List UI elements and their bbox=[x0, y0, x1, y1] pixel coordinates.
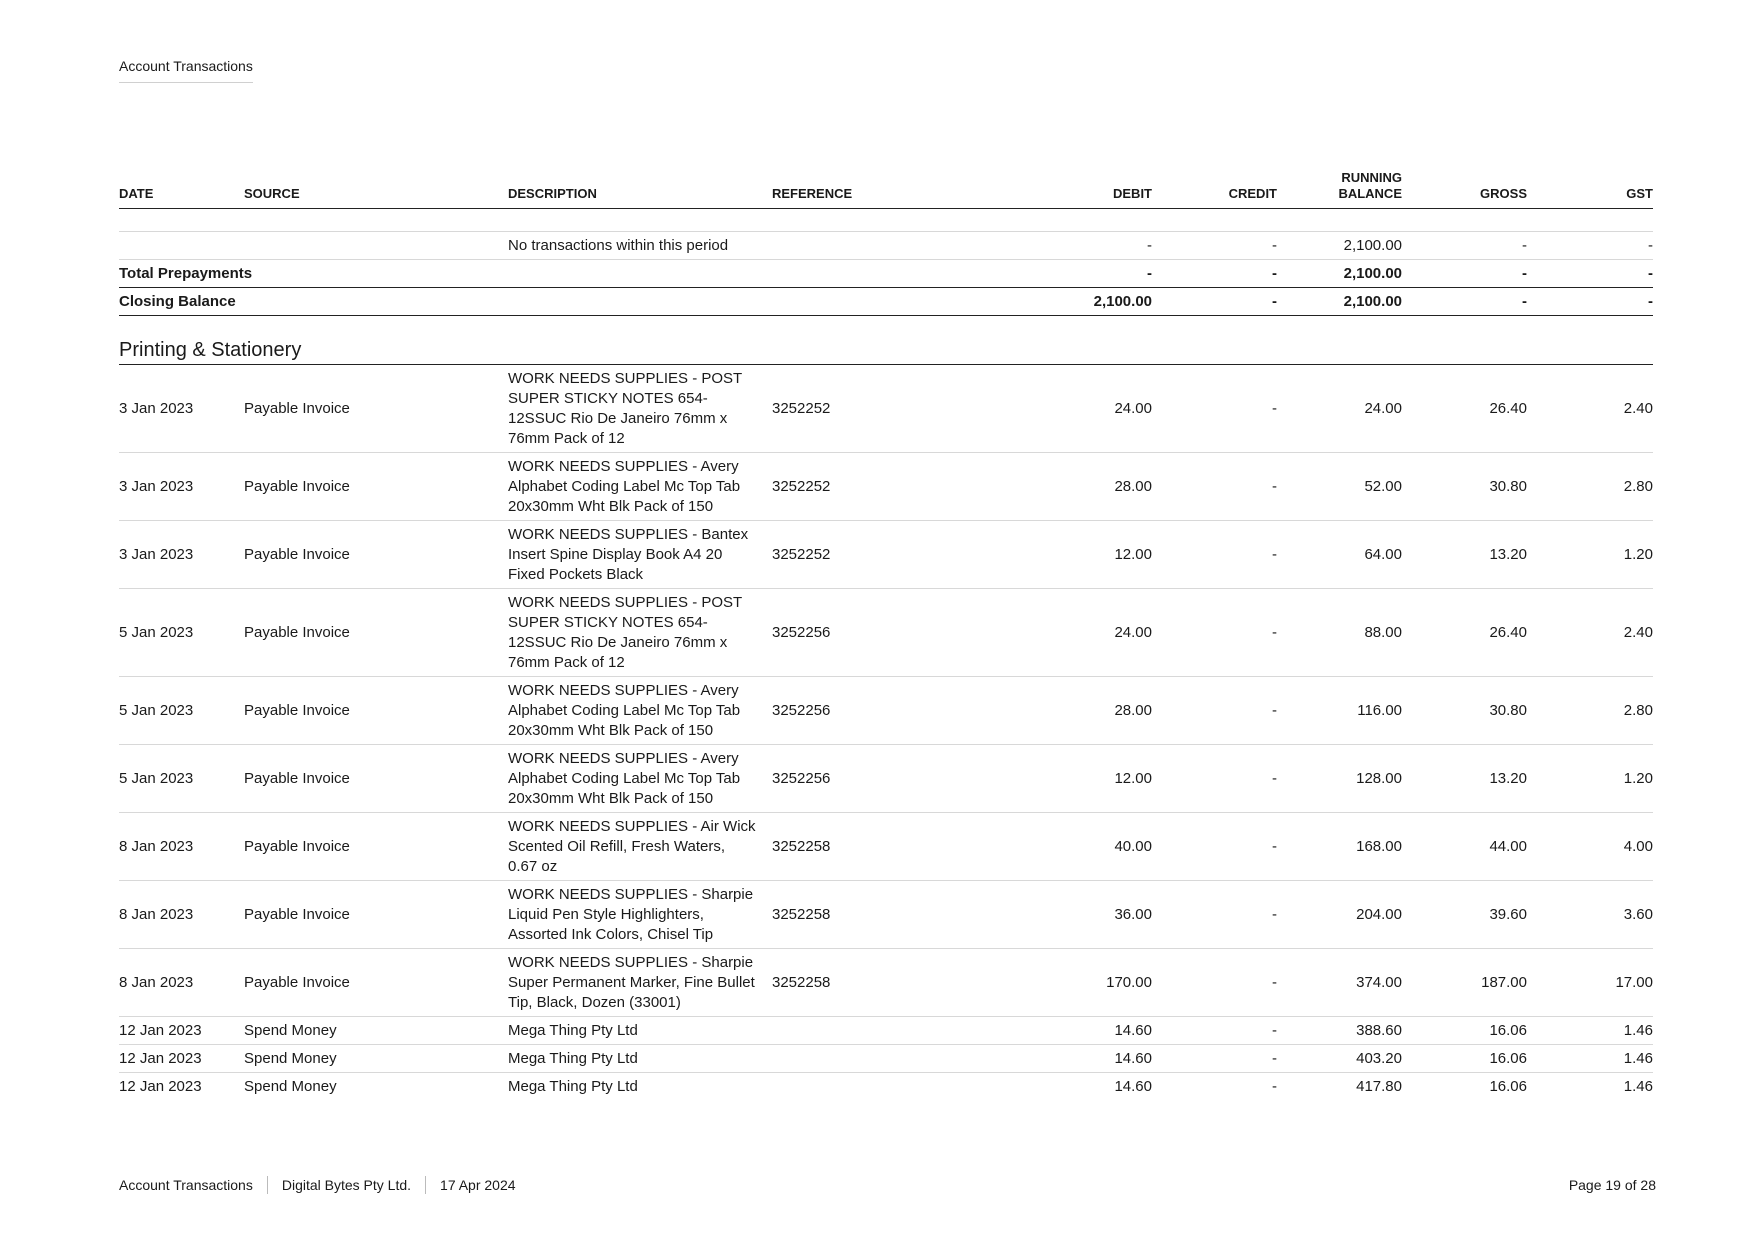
row-date: 12 Jan 2023 bbox=[119, 1017, 244, 1045]
row-date: 3 Jan 2023 bbox=[119, 453, 244, 521]
row-debit: 170.00 bbox=[972, 949, 1152, 1017]
row-gst: 2.40 bbox=[1527, 365, 1653, 453]
closing-gross: - bbox=[1402, 288, 1527, 316]
row-reference bbox=[772, 1045, 972, 1073]
total-prepayments-row bbox=[119, 260, 1653, 288]
page-title: Account Transactions bbox=[119, 58, 253, 83]
section-header-row bbox=[119, 316, 1653, 365]
footer-page-number: Page 19 of 28 bbox=[1568, 1177, 1656, 1193]
row-date: 8 Jan 2023 bbox=[119, 881, 244, 949]
table-header-row bbox=[119, 170, 1653, 209]
row-date: 3 Jan 2023 bbox=[119, 365, 244, 453]
row-date: 5 Jan 2023 bbox=[119, 677, 244, 745]
row-debit: 14.60 bbox=[972, 1017, 1152, 1045]
row-credit: - bbox=[1272, 1078, 1277, 1095]
col-credit: CREDIT bbox=[1152, 170, 1277, 209]
total-credit: - bbox=[1152, 260, 1277, 288]
transactions-table bbox=[119, 170, 1653, 1100]
row-description: WORK NEEDS SUPPLIES - Bantex Insert Spine Display Book A4 20 Fixed Pockets Black bbox=[508, 521, 772, 589]
table-row bbox=[119, 1073, 1653, 1101]
footer-separator bbox=[267, 1176, 268, 1194]
row-description: WORK NEEDS SUPPLIES - Avery Alphabet Coding Label Mc Top Tab 20x30mm Wht Blk Pack of 150 bbox=[508, 453, 772, 521]
col-reference: REFERENCE bbox=[772, 170, 972, 209]
col-debit: DEBIT bbox=[972, 170, 1152, 209]
row-gross: 30.80 bbox=[1402, 453, 1527, 521]
row-description: WORK NEEDS SUPPLIES - Sharpie Liquid Pen Style Highlighters, Assorted Ink Colors, Chisel Tip bbox=[508, 881, 772, 949]
row-date: 5 Jan 2023 bbox=[119, 745, 244, 813]
row-gst: 1.46 bbox=[1623, 1078, 1653, 1095]
row-gross: 30.80 bbox=[1402, 677, 1527, 745]
row-gst: 2.80 bbox=[1527, 677, 1653, 745]
row-source: Payable Invoice bbox=[244, 813, 508, 881]
row-description: WORK NEEDS SUPPLIES - POST SUPER STICKY NOTES 654-12SSUC Rio De Janeiro 76mm x 76mm Pack of 12 bbox=[508, 365, 772, 453]
row-debit: 14.60 bbox=[1114, 1078, 1152, 1095]
closing-balance-row bbox=[119, 288, 1653, 316]
row-description: WORK NEEDS SUPPLIES - Sharpie Super Permanent Marker, Fine Bullet Tip, Black, Dozen (33001) bbox=[508, 949, 772, 1017]
row-description: Mega Thing Pty Ltd bbox=[508, 1017, 772, 1045]
table-row bbox=[119, 813, 1653, 881]
row-gross: 44.00 bbox=[1402, 813, 1527, 881]
row-gross: 16.06 bbox=[1402, 1017, 1527, 1045]
row-debit: 14.60 bbox=[972, 1045, 1152, 1073]
row-credit: - bbox=[1152, 589, 1277, 677]
row-debit: 12.00 bbox=[972, 521, 1152, 589]
closing-debit: 2,100.00 bbox=[972, 288, 1152, 316]
table-row bbox=[119, 949, 1653, 1017]
row-gross: 13.20 bbox=[1402, 745, 1527, 813]
row-credit: - bbox=[1152, 1045, 1277, 1073]
transactions-report bbox=[119, 170, 1653, 1100]
row-running-balance: 388.60 bbox=[1277, 1017, 1402, 1045]
row-gross: 26.40 bbox=[1402, 365, 1527, 453]
table-row bbox=[119, 521, 1653, 589]
row-date: 12 Jan 2023 bbox=[119, 1045, 244, 1073]
no-transactions-row bbox=[119, 232, 1653, 260]
row-source: Payable Invoice bbox=[244, 881, 508, 949]
total-gst: - bbox=[1527, 260, 1653, 288]
row-reference: 3252252 bbox=[772, 453, 972, 521]
closing-balance-label: Closing Balance bbox=[119, 288, 772, 316]
footer-report-name: Account Transactions bbox=[119, 1177, 253, 1193]
row-source: Payable Invoice bbox=[244, 949, 508, 1017]
no-tx-gst: - bbox=[1527, 232, 1653, 260]
footer-company: Digital Bytes Pty Ltd. bbox=[281, 1177, 412, 1193]
row-source: Spend Money bbox=[244, 1078, 337, 1095]
row-source: Payable Invoice bbox=[244, 589, 508, 677]
row-source: Spend Money bbox=[244, 1045, 508, 1073]
row-running-balance: 64.00 bbox=[1277, 521, 1402, 589]
row-debit: 40.00 bbox=[972, 813, 1152, 881]
footer-date: 17 Apr 2024 bbox=[440, 1177, 516, 1193]
row-running-balance: 88.00 bbox=[1277, 589, 1402, 677]
row-gross: 39.60 bbox=[1402, 881, 1527, 949]
row-description: WORK NEEDS SUPPLIES - Air Wick Scented Oil Refill, Fresh Waters, 0.67 oz bbox=[508, 813, 772, 881]
row-debit: 12.00 bbox=[972, 745, 1152, 813]
row-reference: 3252256 bbox=[772, 745, 972, 813]
row-gst: 1.20 bbox=[1527, 521, 1653, 589]
row-description: Mega Thing Pty Ltd bbox=[508, 1078, 638, 1095]
col-description: DESCRIPTION bbox=[508, 170, 772, 209]
row-source: Payable Invoice bbox=[244, 453, 508, 521]
row-gross: 26.40 bbox=[1402, 589, 1527, 677]
row-debit: 24.00 bbox=[972, 589, 1152, 677]
no-tx-description: No transactions within this period bbox=[508, 232, 772, 260]
row-running-balance: 168.00 bbox=[1277, 813, 1402, 881]
total-debit: - bbox=[972, 260, 1152, 288]
closing-gst: - bbox=[1527, 288, 1653, 316]
row-reference: 3252258 bbox=[772, 881, 972, 949]
table-row bbox=[119, 745, 1653, 813]
row-reference: 3252258 bbox=[772, 949, 972, 1017]
row-debit: 36.00 bbox=[972, 881, 1152, 949]
section-title: Printing & Stationery bbox=[119, 316, 1653, 365]
row-reference bbox=[772, 1017, 972, 1045]
no-tx-credit: - bbox=[1152, 232, 1277, 260]
row-credit: - bbox=[1152, 949, 1277, 1017]
row-description: WORK NEEDS SUPPLIES - Avery Alphabet Coding Label Mc Top Tab 20x30mm Wht Blk Pack of 150 bbox=[508, 745, 772, 813]
row-gst: 2.80 bbox=[1527, 453, 1653, 521]
closing-credit: - bbox=[1152, 288, 1277, 316]
no-tx-running: 2,100.00 bbox=[1277, 232, 1402, 260]
row-credit: - bbox=[1152, 1017, 1277, 1045]
row-running-balance: 204.00 bbox=[1277, 881, 1402, 949]
row-reference: 3252252 bbox=[772, 521, 972, 589]
row-gross: 187.00 bbox=[1402, 949, 1527, 1017]
page-footer bbox=[119, 1176, 1656, 1194]
footer-separator bbox=[425, 1176, 426, 1194]
row-source: Payable Invoice bbox=[244, 745, 508, 813]
row-gross: 16.06 bbox=[1402, 1045, 1527, 1073]
row-source: Payable Invoice bbox=[244, 521, 508, 589]
row-gst: 4.00 bbox=[1527, 813, 1653, 881]
table-row bbox=[119, 589, 1653, 677]
row-gst: 1.46 bbox=[1527, 1017, 1653, 1045]
row-running-balance: 417.80 bbox=[1356, 1078, 1402, 1095]
row-gross: 16.06 bbox=[1489, 1078, 1527, 1095]
spacer-row bbox=[119, 209, 1653, 232]
row-date: 8 Jan 2023 bbox=[119, 949, 244, 1017]
row-credit: - bbox=[1152, 813, 1277, 881]
row-running-balance: 24.00 bbox=[1277, 365, 1402, 453]
row-gst: 2.40 bbox=[1527, 589, 1653, 677]
col-gst: GST bbox=[1527, 170, 1653, 209]
col-running-balance bbox=[1277, 170, 1402, 209]
row-reference: 3252256 bbox=[772, 589, 972, 677]
row-running-balance: 128.00 bbox=[1277, 745, 1402, 813]
row-credit: - bbox=[1152, 521, 1277, 589]
total-prepayments-label: Total Prepayments bbox=[119, 260, 772, 288]
row-credit: - bbox=[1152, 453, 1277, 521]
table-row bbox=[119, 1045, 1653, 1073]
col-date: DATE bbox=[119, 170, 244, 209]
row-source: Payable Invoice bbox=[244, 365, 508, 453]
row-date: 3 Jan 2023 bbox=[119, 521, 244, 589]
row-source: Payable Invoice bbox=[244, 677, 508, 745]
table-row bbox=[119, 453, 1653, 521]
no-tx-gross: - bbox=[1402, 232, 1527, 260]
row-source: Spend Money bbox=[244, 1017, 508, 1045]
row-credit: - bbox=[1152, 745, 1277, 813]
col-running-balance-line2: BALANCE bbox=[1338, 186, 1402, 201]
row-description: WORK NEEDS SUPPLIES - POST SUPER STICKY NOTES 654-12SSUC Rio De Janeiro 76mm x 76mm Pack of 12 bbox=[508, 589, 772, 677]
row-date: 5 Jan 2023 bbox=[119, 589, 244, 677]
row-date: 8 Jan 2023 bbox=[119, 813, 244, 881]
row-description: Mega Thing Pty Ltd bbox=[508, 1045, 772, 1073]
row-reference: 3252258 bbox=[772, 813, 972, 881]
row-gst: 1.20 bbox=[1527, 745, 1653, 813]
row-credit: - bbox=[1152, 881, 1277, 949]
table-row bbox=[119, 677, 1653, 745]
col-gross: GROSS bbox=[1402, 170, 1527, 209]
row-gst: 3.60 bbox=[1527, 881, 1653, 949]
col-running-balance-line1: RUNNING bbox=[1341, 170, 1402, 185]
table-row bbox=[119, 881, 1653, 949]
total-gross: - bbox=[1402, 260, 1527, 288]
row-date: 12 Jan 2023 bbox=[119, 1078, 202, 1095]
closing-running: 2,100.00 bbox=[1277, 288, 1402, 316]
row-running-balance: 403.20 bbox=[1277, 1045, 1402, 1073]
col-source: SOURCE bbox=[244, 170, 508, 209]
row-reference: 3252256 bbox=[772, 677, 972, 745]
row-reference: 3252252 bbox=[772, 365, 972, 453]
row-credit: - bbox=[1152, 677, 1277, 745]
table-row bbox=[119, 1017, 1653, 1045]
row-running-balance: 374.00 bbox=[1277, 949, 1402, 1017]
no-tx-debit: - bbox=[972, 232, 1152, 260]
row-debit: 24.00 bbox=[972, 365, 1152, 453]
table-row bbox=[119, 365, 1653, 453]
row-gst: 1.46 bbox=[1527, 1045, 1653, 1073]
row-debit: 28.00 bbox=[972, 453, 1152, 521]
table-body bbox=[119, 209, 1653, 1101]
row-gst: 17.00 bbox=[1527, 949, 1653, 1017]
row-description: WORK NEEDS SUPPLIES - Avery Alphabet Coding Label Mc Top Tab 20x30mm Wht Blk Pack of 150 bbox=[508, 677, 772, 745]
row-gross: 13.20 bbox=[1402, 521, 1527, 589]
row-running-balance: 52.00 bbox=[1277, 453, 1402, 521]
row-debit: 28.00 bbox=[972, 677, 1152, 745]
total-running: 2,100.00 bbox=[1277, 260, 1402, 288]
row-running-balance: 116.00 bbox=[1277, 677, 1402, 745]
row-reference bbox=[772, 1073, 972, 1101]
row-credit: - bbox=[1152, 365, 1277, 453]
